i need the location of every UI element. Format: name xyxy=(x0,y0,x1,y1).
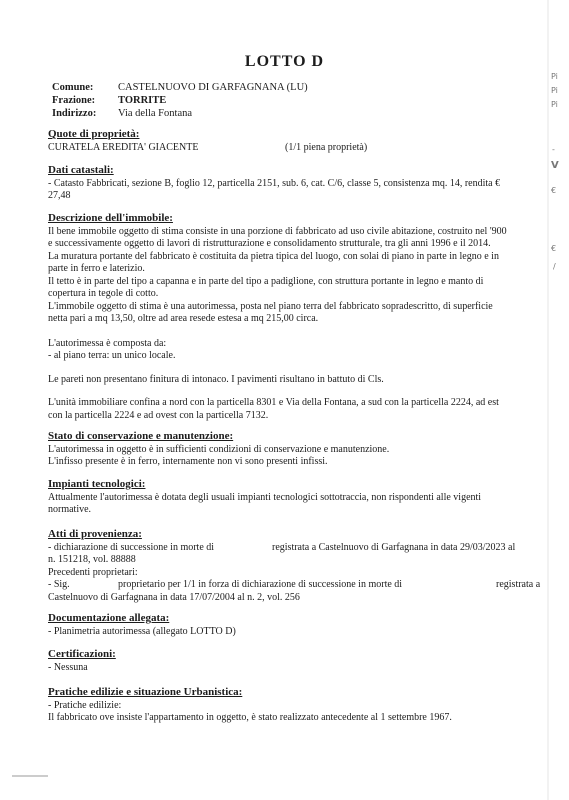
text-line xyxy=(48,542,553,555)
text-line: La muratura portante del fabbricato è costituita da pietra tipica del luogo, con solai di piano in parte in legno e in xyxy=(48,250,499,262)
text-line: Castelnuovo di Garfagnana in data 17/07/2004 al n. 2, vol. 256 xyxy=(48,591,300,603)
text-line: Precedenti proprietari: xyxy=(48,566,138,578)
comune-value: CASTELNUOVO DI GARFAGNANA (LU) xyxy=(118,82,308,93)
text-line: - Planimetria autorimessa (allegato LOTTO D) xyxy=(48,625,236,637)
section-provenienza xyxy=(48,528,553,604)
text-line: L'autorimessa è composta da: xyxy=(48,337,167,349)
section-heading: Dati catastali: xyxy=(48,164,114,176)
comune-label: Comune: xyxy=(52,82,94,93)
section-documentazione xyxy=(48,612,553,638)
ownership-share: (1/1 piena proprietà) xyxy=(285,141,368,153)
section-heading: Documentazione allegata: xyxy=(48,612,170,624)
text-line xyxy=(48,579,553,592)
quote-line xyxy=(48,142,553,155)
section-heading: Stato di conservazione e manutenzione: xyxy=(48,430,234,442)
text-line: Attualmente l'autorimessa è dotata degli usuali impianti tecnologici sottotraccia, non rispondenti alle vigenti xyxy=(48,491,482,503)
indirizzo-label: Indirizzo: xyxy=(52,108,97,119)
section-quote xyxy=(48,128,553,154)
edge-mark: € xyxy=(551,244,557,253)
text-line: - Pratiche edilizie: xyxy=(48,699,122,711)
text-line: Il bene immobile oggetto di stima consiste in una porzione di fabbricato ad uso civile abitazione, costruito nel '900 xyxy=(48,225,507,237)
section-heading: Quote di proprietà: xyxy=(48,128,140,140)
text-line: copertura in tegole di cotto. xyxy=(48,288,159,299)
section-stato xyxy=(48,430,553,469)
text-line: - Catasto Fabbricati, sezione B, foglio 12, particella 2151, sub. 6, cat. C/6, classe 5, consistenza mq. 14, rendita € xyxy=(48,177,501,189)
section-certificazioni xyxy=(48,648,553,674)
text-line: 27,48 xyxy=(48,190,71,201)
text-line: e successivamente oggetto di lavori di ristrutturazione e consolidamento strutturale, tra gli anni 1996 e il 2014. xyxy=(48,238,491,249)
text-line: Il tetto è in parte del tipo a capanna e in parte del tipo a padiglione, con struttura portante in legno e manto di xyxy=(48,275,484,287)
indirizzo-value: Via della Fontana xyxy=(118,108,193,119)
text-line: normative. xyxy=(48,504,92,515)
section-heading: Pratiche edilizie e situazione Urbanistica: xyxy=(48,686,243,698)
text-fragment: registrata a xyxy=(496,579,541,590)
edge-mark: Pi xyxy=(551,72,558,81)
section-heading: Certificazioni: xyxy=(48,648,116,660)
text-fragment: - Sig. xyxy=(48,579,70,590)
text-fragment: - dichiarazione di successione in morte di xyxy=(48,541,215,553)
text-line: netta pari a mq 13,50, oltre ad area resede estesa a mq 215,00 circa. xyxy=(48,313,319,324)
section-heading: Atti di provenienza: xyxy=(48,528,142,540)
edge-mark: - xyxy=(552,145,555,154)
text-fragment: proprietario per 1/1 in forza di dichiarazione di successione in morte di xyxy=(118,579,403,590)
section-impianti xyxy=(48,478,553,517)
frazione-label: Frazione: xyxy=(52,95,96,106)
section-descrizione xyxy=(48,212,553,422)
edge-mark: € xyxy=(551,186,557,195)
text-line: Il fabbricato ove insiste l'appartamento in oggetto, è stato realizzato antecedente al 1 settembre 1967. xyxy=(48,712,452,723)
text-line: L'unità immobiliare confina a nord con la particella 8301 e Via della Fontana, a sud con la particella 2224, ad est xyxy=(48,397,499,408)
text-line: con la particella 2224 e ad ovest con la particella 7132. xyxy=(48,409,269,421)
text-line: L'infisso presente è in ferro, internamente non vi sono presenti infissi. xyxy=(48,456,328,467)
text-line: - al piano terra: un unico locale. xyxy=(48,350,176,361)
edge-mark: Pi xyxy=(551,100,558,109)
section-catastali xyxy=(48,164,553,203)
owner-name: CURATELA EREDITA' GIACENTE xyxy=(48,141,199,153)
text-fragment: registrata a Castelnuovo di Garfagnana in data 29/03/2023 al xyxy=(272,541,516,553)
text-line: parte in ferro e laterizio. xyxy=(48,263,145,274)
text-line: n. 151218, vol. 88888 xyxy=(48,554,136,565)
section-pratiche xyxy=(48,686,553,725)
section-heading: Impianti tecnologici: xyxy=(48,478,146,490)
edge-mark: / xyxy=(553,262,556,271)
page-title: LOTTO D xyxy=(244,53,325,70)
section-heading: Descrizione dell'immobile: xyxy=(48,212,173,224)
edge-mark: V xyxy=(551,160,559,171)
text-line: L'autorimessa in oggetto è in sufficienti condizioni di conservazione e manutenzione. xyxy=(48,443,390,455)
edge-mark: Pi xyxy=(551,86,558,95)
text-line: L'immobile oggetto di stima è una autorimessa, posta nel piano terra del fabbricato sopradescritto, di superficie xyxy=(48,300,493,312)
frazione-value: TORRITE xyxy=(118,95,167,106)
text-line: - Nessuna xyxy=(48,661,88,673)
text-line: Le pareti non presentano finitura di intonaco. I pavimenti risultano in battuto di Cls. xyxy=(48,373,384,385)
